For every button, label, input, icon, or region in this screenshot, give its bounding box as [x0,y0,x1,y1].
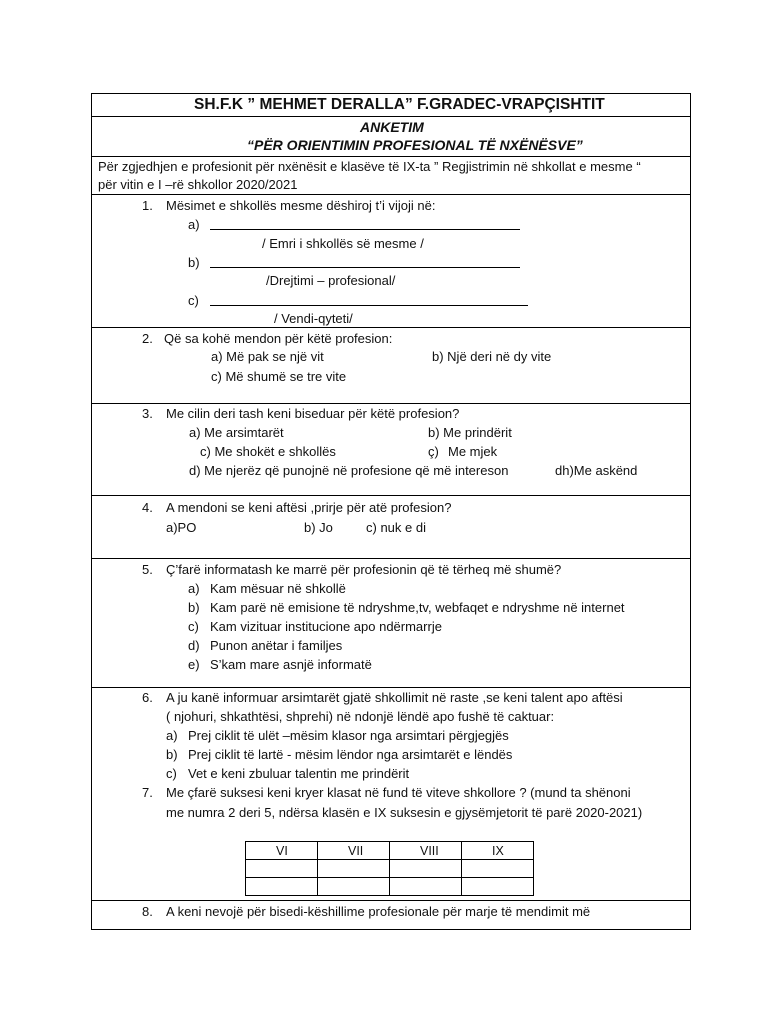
intro-line-1: Për zgjedhjen e profesionit për nxënësit e klasëve të IX-ta ” Regjistrimin në shkollat e mesme “ [98,159,641,174]
grade-vi-cell[interactable] [246,878,318,896]
q4-option-c[interactable]: c) nuk e di [366,520,426,535]
title-row [92,117,690,157]
q5-e-text[interactable]: S’kam mare asnjë informatë [210,657,372,672]
intro-line-2: për vitin e I –rë shkollor 2020/2021 [98,177,298,192]
q7-line-2: me numra 2 deri 5, ndërsa klasën e IX suksesin e gjysëmjetorit të parë 2020-2021) [166,805,643,820]
grade-viii-header: VIII [390,842,462,860]
q1-text: Mësimet e shkollës mesme dëshiroj t’i vijoji në: [166,198,436,213]
q1-c-letter: c) [188,293,199,308]
q3-option-a[interactable]: a) Me arsimtarët [189,425,284,440]
question-3 [92,404,690,496]
grade-ix-cell[interactable] [462,878,534,896]
q6-line-1: A ju kanë informuar arsimtarët gjatë shkollimit në raste ,se keni talent apo aftësi [166,690,623,705]
q1-c-caption: / Vendi-qyteti/ [274,311,353,326]
survey-title: ANKETIM [360,119,424,135]
q7-number: 7. [142,785,153,800]
question-4 [92,496,690,559]
q5-d-letter: d) [188,638,200,653]
q3-option-dh[interactable]: dh)Me askënd [555,463,638,478]
q8-number: 8. [142,904,153,919]
q5-e-letter: e) [188,657,200,672]
q1-a-caption: / Emri i shkollës së mesme / [262,236,424,251]
q2-option-b[interactable]: b) Një deri në dy vite [432,349,552,364]
q5-c-text[interactable]: Kam vizituar institucione apo ndërmarrje [210,619,442,634]
grade-viii-cell[interactable] [390,878,462,896]
intro-row [92,157,690,195]
q3-text: Me cilin deri tash keni biseduar për këtë profesion? [166,406,460,421]
q6-a-text[interactable]: Prej ciklit të ulët –mësim klasor nga arsimtari përgjegjës [188,728,509,743]
grade-viii-cell[interactable] [390,860,462,878]
q6-a-letter: a) [166,728,178,743]
q6-b-text[interactable]: Prej ciklit të lartë - mësim lëndor nga arsimtarët e lëndës [188,747,513,762]
question-5 [92,559,690,688]
q3-option-d[interactable]: d) Me njerëz që punojnë në profesione që më intereson [189,463,509,478]
q3-option-cc-text[interactable]: Me mjek [448,444,498,459]
q5-text: Ç’farë informatash ke marrë për profesionin që të tërheq më shumë? [166,562,562,577]
q3-option-cc-letter[interactable]: ç) [428,444,439,459]
q4-option-b[interactable]: b) Jo [304,520,333,535]
grade-vii-header: VII [318,842,390,860]
q3-option-b[interactable]: b) Me prindërit [428,425,512,440]
q5-a-letter: a) [188,581,200,596]
header-row [92,94,690,117]
q1-number: 1. [142,198,153,213]
q3-option-c[interactable]: c) Me shokët e shkollës [200,444,336,459]
q6-number: 6. [142,690,153,705]
grade-vii-cell[interactable] [318,860,390,878]
q1-a-letter: a) [188,217,200,232]
grades-header-row [246,842,534,860]
school-name: SH.F.K ” MEHMET DERALLA” F.GRADEC-VRAPÇISHTIT [194,96,605,113]
q5-number: 5. [142,562,153,577]
q5-b-text[interactable]: Kam parë në emisione të ndryshme,tv, webfaqet e ndryshme në internet [210,600,625,615]
q1-b-answer-line[interactable] [210,267,520,268]
grades-input-row [246,860,534,878]
q8-text: A keni nevojë për bisedi-këshillime profesionale për marje të mendimit më [166,904,591,919]
q2-option-a[interactable]: a) Më pak se një vit [211,349,324,364]
q1-b-letter: b) [188,255,200,270]
q2-number: 2. [142,331,153,346]
q4-text: A mendoni se keni aftësi ,prirje për atë profesion? [166,500,452,515]
q5-d-text[interactable]: Punon anëtar i familjes [210,638,343,653]
question-1 [92,195,690,328]
q3-number: 3. [142,406,153,421]
q4-number: 4. [142,500,153,515]
grade-vi-cell[interactable] [246,860,318,878]
q5-a-text[interactable]: Kam mësuar në shkollë [210,581,346,596]
grade-vii-cell[interactable] [318,878,390,896]
question-8 [92,901,690,929]
q1-c-answer-line[interactable] [210,305,528,306]
q2-text: Që sa kohë mendon për këtë profesion: [164,331,393,346]
survey-purpose: “PËR ORIENTIMIN PROFESIONAL TË NXËNËSVE” [247,137,583,153]
q2-option-c[interactable]: c) Më shumë se tre vite [211,369,347,384]
q4-option-a[interactable]: a)PO [166,520,197,535]
q1-b-caption: /Drejtimi – profesional/ [266,273,396,288]
q6-c-text[interactable]: Vet e keni zbuluar talentin me prindërit [188,766,410,781]
survey-form [91,93,691,930]
grade-ix-header: IX [462,842,534,860]
question-2 [92,328,690,404]
question-6 [92,688,690,781]
q5-c-letter: c) [188,619,199,634]
grades-input-row [246,878,534,896]
q6-b-letter: b) [166,747,178,762]
q6-c-letter: c) [166,766,177,781]
q6-line-2: ( njohuri, shkathtësi, shprehi) në ndonjë lëndë apo fushë të caktuar: [166,709,555,724]
grades-table [245,841,534,896]
grade-ix-cell[interactable] [462,860,534,878]
q1-a-answer-line[interactable] [210,229,520,230]
q5-b-letter: b) [188,600,200,615]
q7-line-1: Me çfarë suksesi keni kryer klasat në fund të viteve shkollore ? (mund ta shënoni [166,785,631,800]
grade-vi-header: VI [246,842,318,860]
